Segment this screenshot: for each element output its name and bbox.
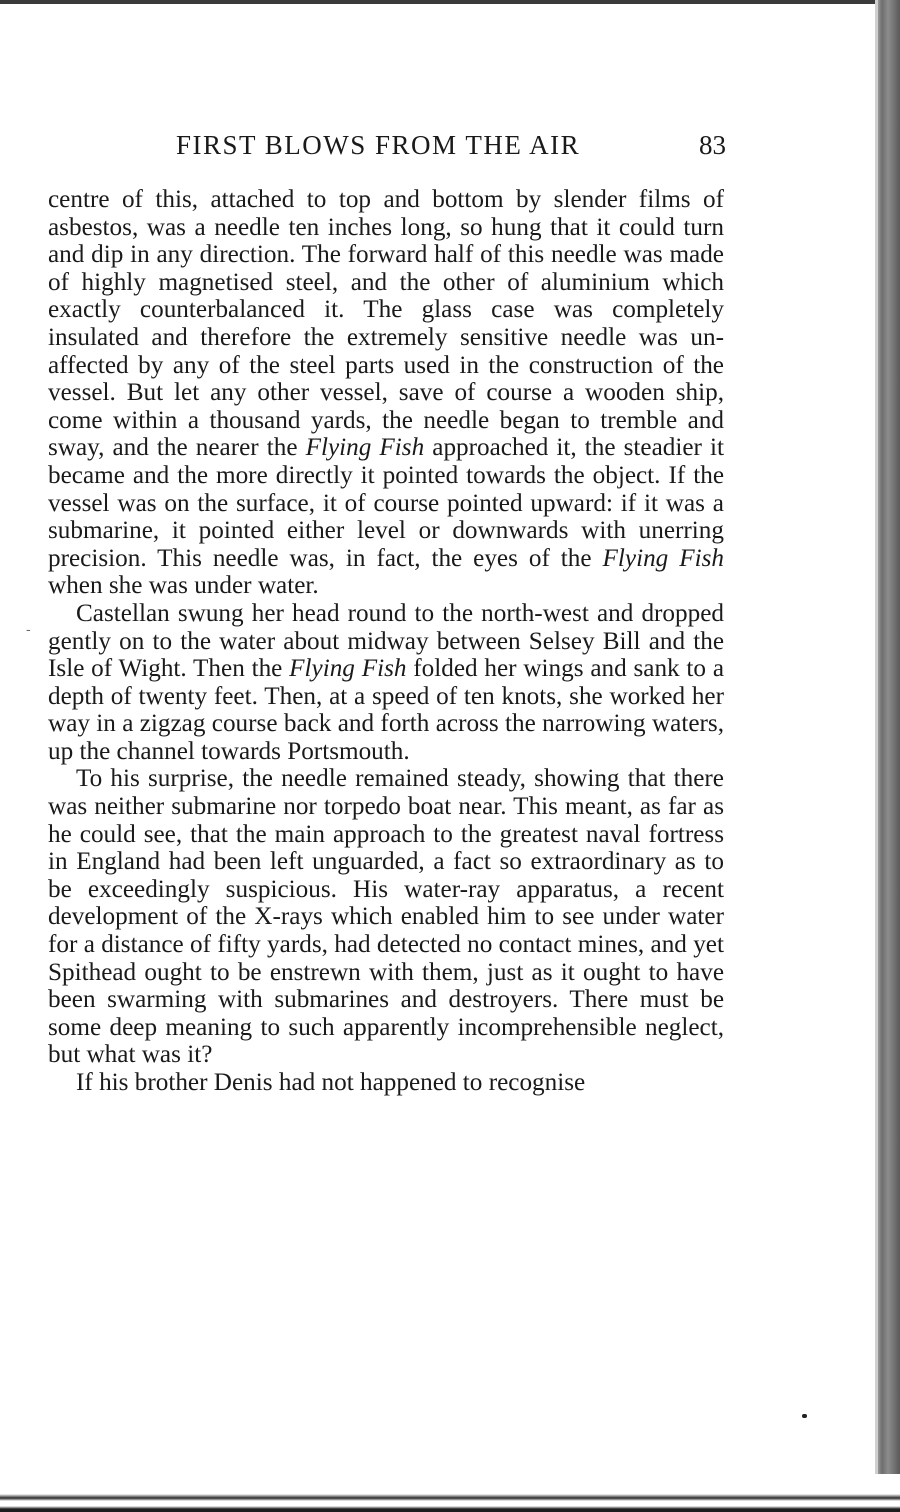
paragraph bbox=[48, 1069, 724, 1097]
text-run: To his surprise, the needle remained steady, showing that there was neither submarine nor torpedo boat near. This meant, as far as he could see, that the main approach to the greatest naval fortress in England had been left unguarded, a fact so extraordinary as to be exceedingly suspicious. His water-ray apparatus, a recent development of the X-rays which enabled him to see under water for a distance of fifty yards, had detected no contact mines, and yet Spithead ought to be enstrewn with them, just as it ought to have been swarming with submarines and destroyers. There must be some deep meaning to such apparently incomprehensible neglect, but what was it? bbox=[48, 765, 724, 1069]
running-title: FIRST BLOWS FROM THE AIR bbox=[176, 130, 581, 160]
text-run: Castellan swung her head round to the north-west and dropped gently on to the water about midway between Selsey Bill and the Isle of Wight. Then the bbox=[48, 599, 724, 683]
book-page bbox=[48, 126, 724, 1097]
italic-ship-name: Flying Fish bbox=[602, 544, 724, 572]
scan-top-edge bbox=[0, 0, 900, 4]
italic-ship-name: Flying Fish bbox=[305, 434, 425, 462]
scan-bottom-edge bbox=[0, 1474, 900, 1512]
text-run: centre of this, attached to top and bottom by slender films of asbestos, was a needle ten inches long, so hung that it could turn and dip in any direction. The forward half of this needle was made of highly magnetised steel, and the other of aluminium which exactly counterbalanced it. The glass case was completely insulated and therefore the extremely sensitive needle was unaffected by any of the steel parts used in the construction of the vessel. But let any other vessel, save of course a wooden ship, come within a thousand yards, the needle began to tremble and sway, and the nearer the bbox=[48, 186, 724, 462]
ink-speck bbox=[802, 1414, 807, 1418]
italic-ship-name: Flying Fish bbox=[289, 655, 407, 683]
paragraph bbox=[48, 186, 724, 600]
margin-mark: - bbox=[26, 622, 31, 638]
page-number: 83 bbox=[699, 130, 726, 160]
running-head bbox=[48, 126, 724, 172]
text-run: approached it, the steadier it became and the more directly it pointed towards the object. If the vessel was on the surface, it of course pointed upward: if it was a submarine, it pointed either level or downwards with unerring precision. This needle was, in fact, the eyes of the bbox=[48, 434, 725, 572]
text-run: If his brother Denis had not happened to recognise bbox=[76, 1069, 586, 1096]
text-run: when she was under water. bbox=[48, 572, 319, 600]
paragraph bbox=[48, 600, 724, 766]
paragraph bbox=[48, 765, 724, 1069]
body-text bbox=[48, 186, 724, 1097]
text-run: folded her wings and sank to a depth of twenty feet. Then, at a speed of ten knots, she worked her way in a zigzag course back and forth across the narrowing waters, up the channel towards Portsmouth. bbox=[48, 655, 724, 765]
scan-right-edge bbox=[878, 0, 900, 1512]
